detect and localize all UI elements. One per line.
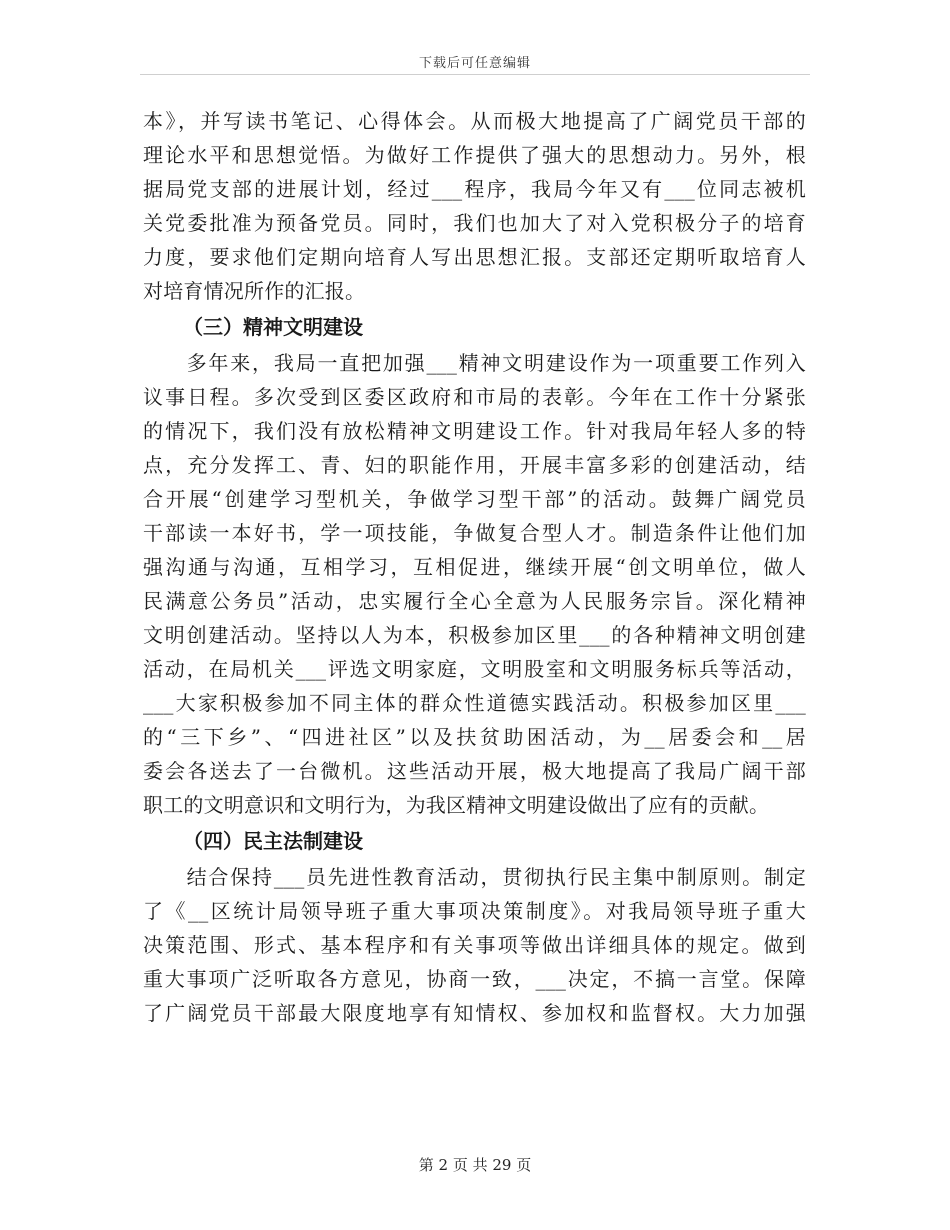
text-line: 的“三下乡”、“四进社区”以及扶贫助困活动，为__居委会和__居 <box>143 725 806 749</box>
text-line: 委会各送去了一台微机。这些活动开展，极大地提高了我局广阔干部 <box>143 759 806 783</box>
text-line: 了《__区统计局领导班子重大事项决策制度》。对我局领导班子重大 <box>143 899 806 923</box>
text-line: 本》，并写读书笔记、心得体会。从而极大地提高了广阔党员干部的 <box>143 109 806 133</box>
text-line: 多年来，我局一直把加强___精神文明建设作为一项重要工作列入 <box>143 351 806 375</box>
text-line: 文明创建活动。坚持以人为本，积极参加区里___的各种精神文明创建 <box>143 623 806 647</box>
text-line: 合开展“创建学习型机关，争做学习型干部”的活动。鼓舞广阔党员 <box>143 487 806 511</box>
section-heading-democracy-law: （四）民主法制建设 <box>183 829 363 853</box>
document-body <box>143 104 806 1030</box>
page-header: 下载后可任意编辑 <box>418 56 531 71</box>
text-line: 对培育情况所作的汇报。 <box>143 279 366 303</box>
text-line: 议事日程。多次受到区委区政府和市局的表彰。今年在工作十分紧张 <box>143 385 806 409</box>
text-line: 决策范围、形式、基本程序和有关事项等做出详细具体的规定。做到 <box>143 933 806 957</box>
text-line: 结合保持___员先进性教育活动，贯彻执行民主集中制原则。制定 <box>143 865 806 889</box>
paragraph-democracy-law <box>143 860 806 1030</box>
header-rule <box>140 74 810 75</box>
text-line: 了广阔党员干部最大限度地享有知情权、参加权和监督权。大力加强 <box>143 1001 806 1025</box>
text-line: 民满意公务员”活动，忠实履行全心全意为人民服务宗旨。深化精神 <box>143 589 806 613</box>
text-line: ___大家积极参加不同主体的群众性道德实践活动。积极参加区里___ <box>143 691 806 715</box>
text-line: 的情况下，我们没有放松精神文明建设工作。针对我局年轻人多的特 <box>143 419 806 443</box>
section-heading-spiritual-civilization: （三）精神文明建设 <box>183 315 363 339</box>
text-line: 重大事项广泛听取各方意见，协商一致，___决定，不搞一言堂。保障 <box>143 967 806 991</box>
paragraph-spiritual-civilization <box>143 346 806 822</box>
text-line: 力度，要求他们定期向培育人写出思想汇报。支部还定期听取培育人 <box>143 245 806 269</box>
paragraph-party-building <box>143 104 806 308</box>
text-line: 点，充分发挥工、青、妇的职能作用，开展丰富多彩的创建活动，结 <box>143 453 806 477</box>
text-line: 关党委批准为预备党员。同时，我们也加大了对入党积极分子的培育 <box>143 211 806 235</box>
text-line: 活动，在局机关___评选文明家庭，文明股室和文明服务标兵等活动， <box>143 657 806 681</box>
page-footer: 第 2 页 共 29 页 <box>418 1156 532 1174</box>
text-line: 职工的文明意识和文明行为，为我区精神文明建设做出了应有的贡献。 <box>143 793 770 817</box>
text-line: 理论水平和思想觉悟。为做好工作提供了强大的思想动力。另外，根 <box>143 143 806 167</box>
text-line: 干部读一本好书，学一项技能，争做复合型人才。制造条件让他们加 <box>143 521 806 545</box>
text-line: 强沟通与沟通，互相学习，互相促进，继续开展“创文明单位，做人 <box>143 555 806 579</box>
text-line: 据局党支部的进展计划，经过___程序，我局今年又有___位同志被机 <box>143 177 806 201</box>
